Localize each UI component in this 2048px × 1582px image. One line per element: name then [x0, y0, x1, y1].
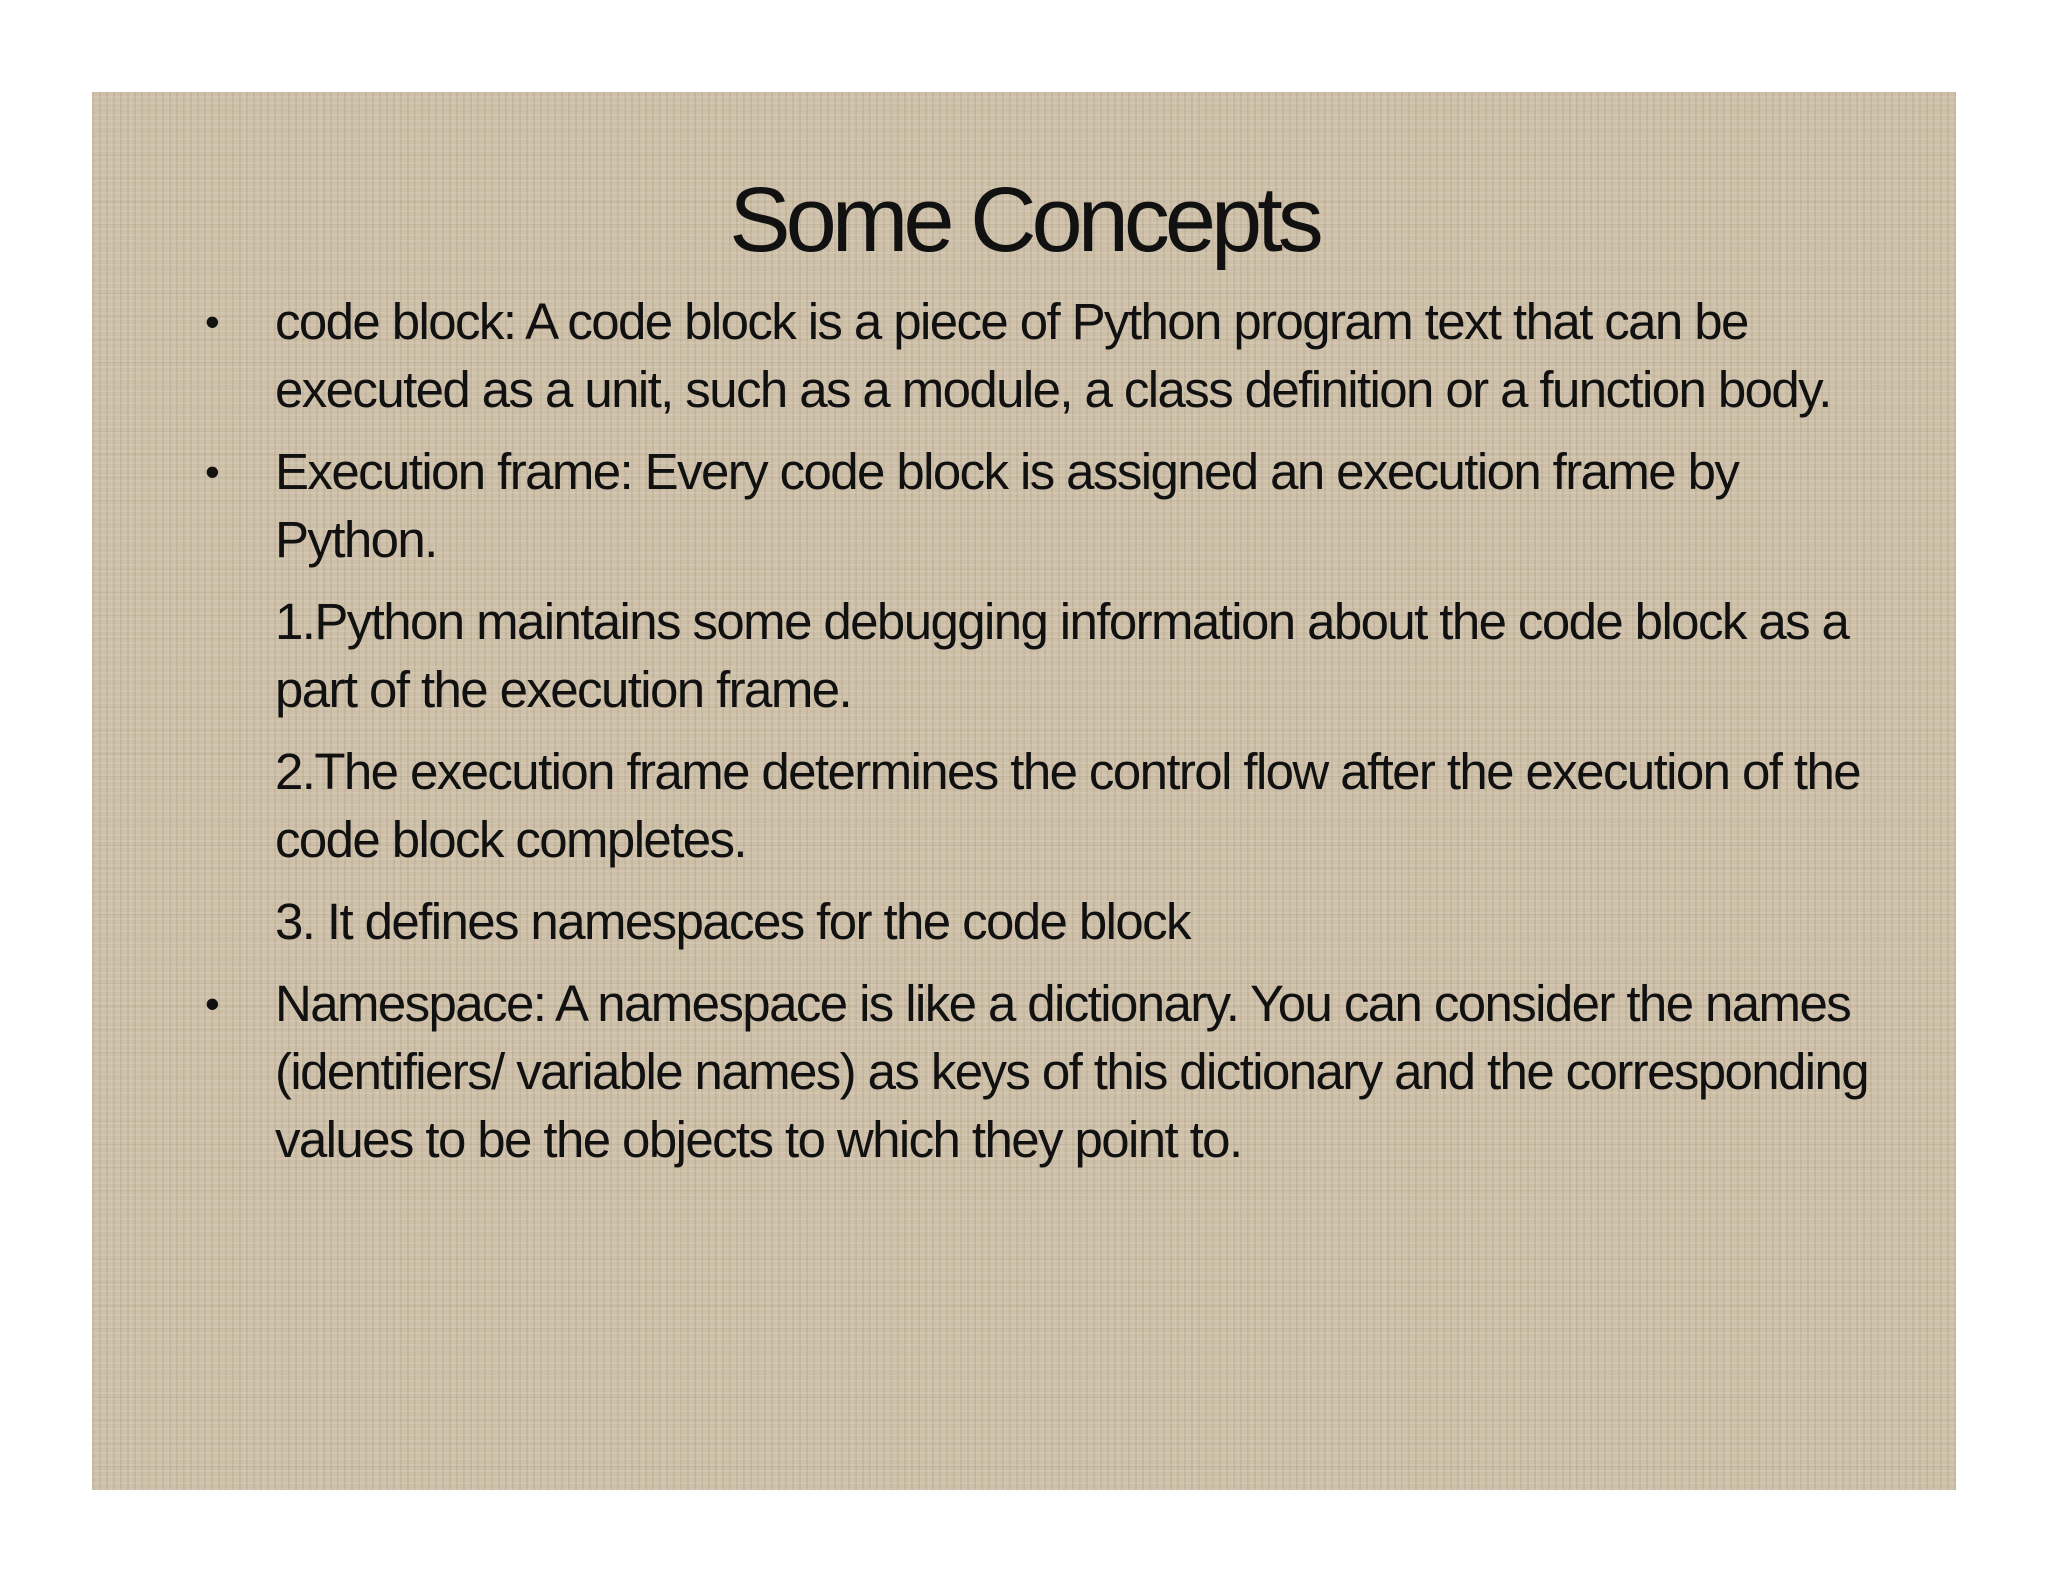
slide: [92, 92, 1956, 1490]
bullet-item-namespace: [205, 970, 1895, 1174]
bullet-text: Namespace: A namespace is like a dictionary. You can consider the names (identifiers/ variable names) as keys of this dictionary and the corresponding values to be the objects to which they point to.: [275, 975, 1869, 1168]
sub-item-text: 2.The execution frame determines the control flow after the execution of the code block completes.: [275, 743, 1861, 868]
bullet-icon: •: [205, 980, 219, 1027]
bullet-icon: •: [205, 448, 219, 495]
slide-title: Some Concepts: [729, 169, 1319, 271]
sub-item-text: 1.Python maintains some debugging information about the code block as a part of the execution frame.: [275, 593, 1849, 718]
slide-content: [205, 288, 1895, 1188]
sub-item-3: [275, 888, 1895, 956]
bullet-icon: •: [205, 298, 219, 345]
bullet-item-execution-frame: [205, 438, 1895, 574]
bullet-text: code block: A code block is a piece of Python program text that can be executed as a unit, such as a module, a class definition or a function body.: [275, 293, 1831, 418]
bullet-item-code-block: [205, 288, 1895, 424]
sub-item-1: [275, 588, 1895, 724]
bullet-text: Execution frame: Every code block is assigned an execution frame by Python.: [275, 443, 1739, 568]
sub-item-text: 3. It defines namespaces for the code block: [275, 893, 1190, 950]
sub-item-2: [275, 738, 1895, 874]
